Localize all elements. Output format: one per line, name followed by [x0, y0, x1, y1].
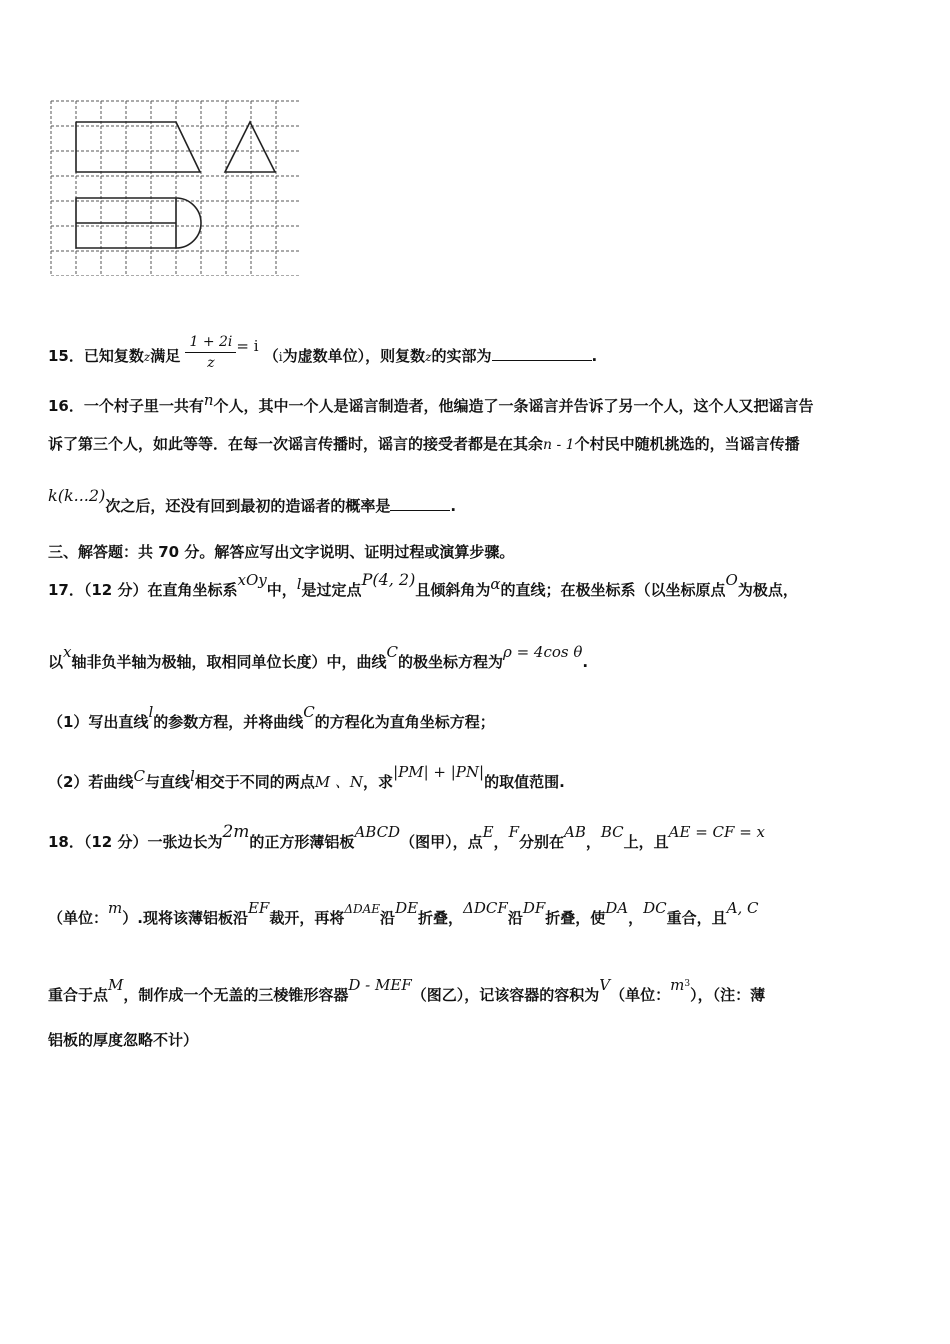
math-EF: EF [247, 899, 270, 917]
math-n-minus-1: n - 1 [543, 437, 575, 453]
question-17-part-2 [48, 763, 565, 792]
text: 中， [266, 581, 297, 599]
math-alpha: α [490, 575, 501, 593]
math-x: x [63, 643, 72, 661]
text: 的方程化为直角坐标方程； [314, 713, 495, 731]
math-AE-CF-x: AE = CF = x [668, 823, 766, 841]
question-18-line-3 [48, 976, 766, 1005]
fraction [185, 332, 236, 373]
text: （单位： [610, 986, 671, 1004]
text: 的取值范围. [484, 773, 565, 791]
text: 相交于不同的两点 [194, 773, 315, 791]
math-DC: DC [643, 899, 667, 917]
text: 轴非负半轴为极轴，取相同单位长度）中，曲线 [71, 653, 387, 671]
text: 诉了第三个人，如此等等．在每一次谣言传播时，谣言的接受者都是在其余 [48, 435, 544, 453]
text: 的极坐标方程为 [397, 653, 503, 671]
math-l: l [148, 703, 154, 721]
math-AB: AB [564, 823, 586, 841]
question-17-line-2 [48, 643, 589, 672]
text: 个人，其中一个人是谣言制造者，他编造了一条谣言并告诉了另一个人，这个人又把谣言告 [213, 397, 814, 415]
math-F: F [508, 823, 519, 841]
math-m: m [108, 899, 123, 917]
text: （ [263, 347, 279, 365]
math-ABCD: ABCD [354, 823, 401, 841]
top-view-rectangle-semicircle [76, 198, 201, 248]
math-l: l [189, 767, 195, 785]
text: 的参数方程，并将曲线 [153, 713, 304, 731]
text: 沿 [380, 909, 396, 927]
math-triangle-DAE: ΔDAE [344, 902, 381, 916]
question-16-line-1 [48, 391, 814, 416]
question-number: 15． [48, 347, 84, 365]
text: 的实部为 [431, 347, 492, 365]
math-i: i [278, 350, 283, 364]
text: 为虚数单位），则复数 [282, 347, 426, 365]
math-DA: DA [605, 899, 629, 917]
text: 沿 [507, 909, 523, 927]
question-17-part-1 [48, 703, 495, 732]
math-z: z [425, 350, 432, 364]
math-V: V [599, 976, 611, 994]
answer-blank[interactable] [390, 496, 450, 511]
math-rho-equation: ρ = 4cos θ [503, 643, 583, 661]
text: ， [585, 833, 601, 851]
text: ，求 [363, 773, 394, 791]
math-O: O [725, 571, 738, 589]
text: 与直线 [144, 773, 190, 791]
text: 的直线；在极坐标系（以坐标原点 [500, 581, 726, 599]
text: 上，且 [623, 833, 669, 851]
math-xOy: xOy [237, 571, 267, 589]
text: （图乙），记该容器的容积为 [411, 986, 600, 1004]
text: 以 [48, 653, 64, 671]
question-15 [48, 336, 597, 377]
text: 为极点， [737, 581, 798, 599]
text: 18．（12 分）一张边长为 [48, 833, 223, 851]
text: 重合，且 [666, 909, 727, 927]
question-18-line-2 [48, 899, 759, 929]
math-z: z [143, 350, 151, 364]
text: 次之后，还没有回到最初的造谣者的概率是 [105, 497, 391, 515]
math-A-C: A, C [726, 899, 759, 917]
math-triangle-DCF: ΔDCF [463, 899, 508, 917]
text: 的正方形薄铝板 [249, 833, 355, 851]
text: （1）写出直线 [48, 713, 149, 731]
text: 分别在 [518, 833, 564, 851]
math-DE: DE [395, 899, 419, 917]
question-17-line-1 [48, 570, 798, 600]
question-18-line-1 [48, 822, 766, 852]
text: 16．一个村子里一共有 [48, 397, 204, 415]
math-abs-sum: |PM| + |PN| [393, 763, 485, 781]
math-point-P: P(4, 2) [361, 570, 416, 589]
text: 17．（12 分）在直角坐标系 [48, 581, 238, 599]
math-DF: DF [522, 899, 546, 917]
text: （2）若曲线 [48, 773, 134, 791]
math-k: k(k...2) [48, 486, 106, 505]
math-n: n [203, 391, 214, 409]
text: ，制作成一个无盖的三棱锥形容器 [123, 986, 349, 1004]
text: 裁开，再将 [269, 909, 345, 927]
math-C: C [303, 703, 315, 721]
text: . [591, 347, 598, 365]
math-m: m [670, 976, 685, 994]
side-view-triangle [225, 122, 275, 172]
text: . [450, 497, 457, 515]
math-M: M [108, 976, 124, 994]
dashed-grid [51, 101, 299, 276]
text: 且倾斜角为 [415, 581, 491, 599]
math-D-MEF: D - MEF [348, 976, 412, 994]
three-view-figure [50, 100, 300, 276]
text: 满足 [150, 347, 181, 365]
fraction-denominator: z [207, 355, 215, 371]
text: （图甲），点 [400, 833, 483, 851]
math-cube-exponent: 3 [684, 979, 691, 989]
answer-blank[interactable] [492, 346, 592, 361]
question-16-line-2 [48, 434, 800, 455]
math-BC: BC [600, 823, 624, 841]
text: （单位： [48, 909, 109, 927]
math-l: l [296, 575, 302, 593]
math-equals-i: = i [236, 337, 259, 355]
math-C: C [386, 643, 398, 661]
math-C: C [133, 767, 145, 785]
question-16-line-3 [48, 486, 457, 516]
text: . [582, 653, 589, 671]
text: ），（注：薄 [690, 986, 766, 1004]
text: ， [493, 833, 509, 851]
front-view-trapezoid [76, 122, 200, 172]
text: 已知复数 [83, 347, 144, 365]
text: ）.现将该薄铝板沿 [122, 909, 248, 927]
fraction-numerator: 1 + 2i [185, 332, 236, 353]
text: 个村民中随机挑选的，当谣言传播 [574, 435, 800, 453]
text: 是过定点 [301, 581, 362, 599]
text: ， [628, 909, 644, 927]
question-18-line-4: 铝板的厚度忽略不计） [48, 1031, 199, 1049]
text: 折叠， [418, 909, 464, 927]
math-2m: 2m [222, 822, 250, 842]
text: 重合于点 [48, 986, 109, 1004]
math-M-N: M 、N [314, 773, 364, 791]
text: 折叠，使 [545, 909, 606, 927]
math-E: E [482, 823, 494, 841]
section-heading: 三、解答题：共 70 分。解答应写出文字说明、证明过程或演算步骤。 [48, 543, 515, 561]
